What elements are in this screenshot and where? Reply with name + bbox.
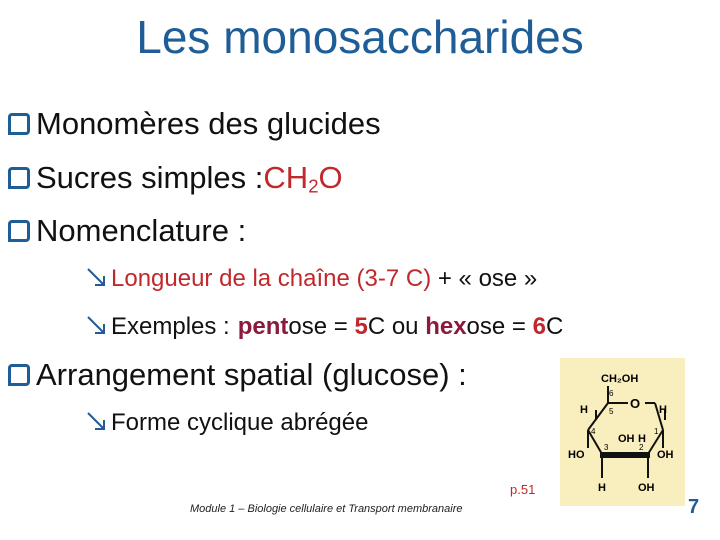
page-title: Les monosaccharides bbox=[136, 11, 584, 63]
h-right-label: H bbox=[659, 404, 667, 416]
sub-bullet-text: + « ose » bbox=[431, 265, 538, 292]
glucose-structure-diagram bbox=[560, 358, 685, 506]
example-word-suffix: ose bbox=[466, 313, 506, 340]
ch2oh-label: CH₂OH bbox=[601, 373, 639, 385]
h-left-label: H bbox=[580, 404, 588, 416]
formula bbox=[263, 160, 342, 197]
carbon-5-label: 5 bbox=[609, 407, 614, 416]
checkbox-bullet-icon bbox=[8, 167, 30, 189]
oh-middle-label: OH bbox=[618, 433, 635, 445]
bullet-text: Monomères des glucides bbox=[36, 106, 381, 141]
sub-bullet-label: Exemples : bbox=[111, 313, 230, 340]
sub-bullet-red-text: Longueur de la chaîne (3-7 C) bbox=[111, 265, 432, 292]
example-text: C ou bbox=[367, 313, 426, 340]
h-bottom-label: H bbox=[598, 482, 606, 494]
arrow-bullet-icon bbox=[85, 410, 107, 439]
sub-bullet-longueur bbox=[85, 264, 537, 293]
carbon-2-label: 2 bbox=[639, 443, 644, 452]
page-reference: p.51 bbox=[510, 482, 536, 497]
bullet-monomeres bbox=[8, 106, 381, 142]
carbon-4-label: 4 bbox=[591, 427, 596, 436]
formula-part: CH bbox=[263, 160, 309, 195]
bullet-sucres bbox=[8, 160, 343, 197]
bullet-nomenclature bbox=[8, 213, 246, 249]
checkbox-bullet-icon bbox=[8, 113, 30, 135]
example-number: 5 bbox=[354, 313, 368, 340]
example-line bbox=[238, 313, 564, 341]
carbon-6-label: 6 bbox=[609, 389, 614, 398]
example-word-suffix: ose bbox=[288, 313, 328, 340]
arrow-bullet-icon bbox=[85, 314, 107, 343]
formula-subscript: 2 bbox=[308, 175, 319, 197]
sub-bullet-forme bbox=[85, 408, 368, 437]
oh-bottom-label: OH bbox=[638, 482, 655, 494]
arrow-bullet-icon bbox=[85, 266, 107, 295]
carbon-1-label: 1 bbox=[654, 427, 659, 436]
formula-part: O bbox=[318, 160, 343, 195]
ho-left-label: HO bbox=[568, 449, 585, 461]
checkbox-bullet-icon bbox=[8, 220, 30, 242]
example-word-pent: pent bbox=[237, 313, 289, 340]
checkbox-bullet-icon bbox=[8, 364, 30, 386]
bullet-text: Nomenclature : bbox=[36, 213, 247, 248]
slide-number: 7 bbox=[688, 496, 700, 518]
example-text: C bbox=[545, 313, 564, 340]
bullet-arrangement bbox=[8, 357, 467, 393]
sub-bullet-text: Forme cyclique abrégée bbox=[111, 409, 369, 436]
bullet-text: Sucres simples : bbox=[36, 160, 264, 195]
bullet-text: Arrangement spatial (glucose) : bbox=[36, 357, 467, 392]
example-word-hex: hex bbox=[425, 313, 467, 340]
example-equals: = bbox=[505, 313, 533, 340]
footer-text: Module 1 – Biologie cellulaire et Transport membranaire bbox=[190, 503, 463, 515]
h-middle-label: H bbox=[638, 433, 646, 445]
sub-bullet-exemples bbox=[85, 312, 563, 341]
oh-right-label: OH bbox=[657, 449, 674, 461]
carbon-3-label: 3 bbox=[604, 443, 609, 452]
example-equals: = bbox=[327, 313, 355, 340]
example-number: 6 bbox=[532, 313, 546, 340]
ring-oxygen-label: O bbox=[630, 396, 641, 411]
